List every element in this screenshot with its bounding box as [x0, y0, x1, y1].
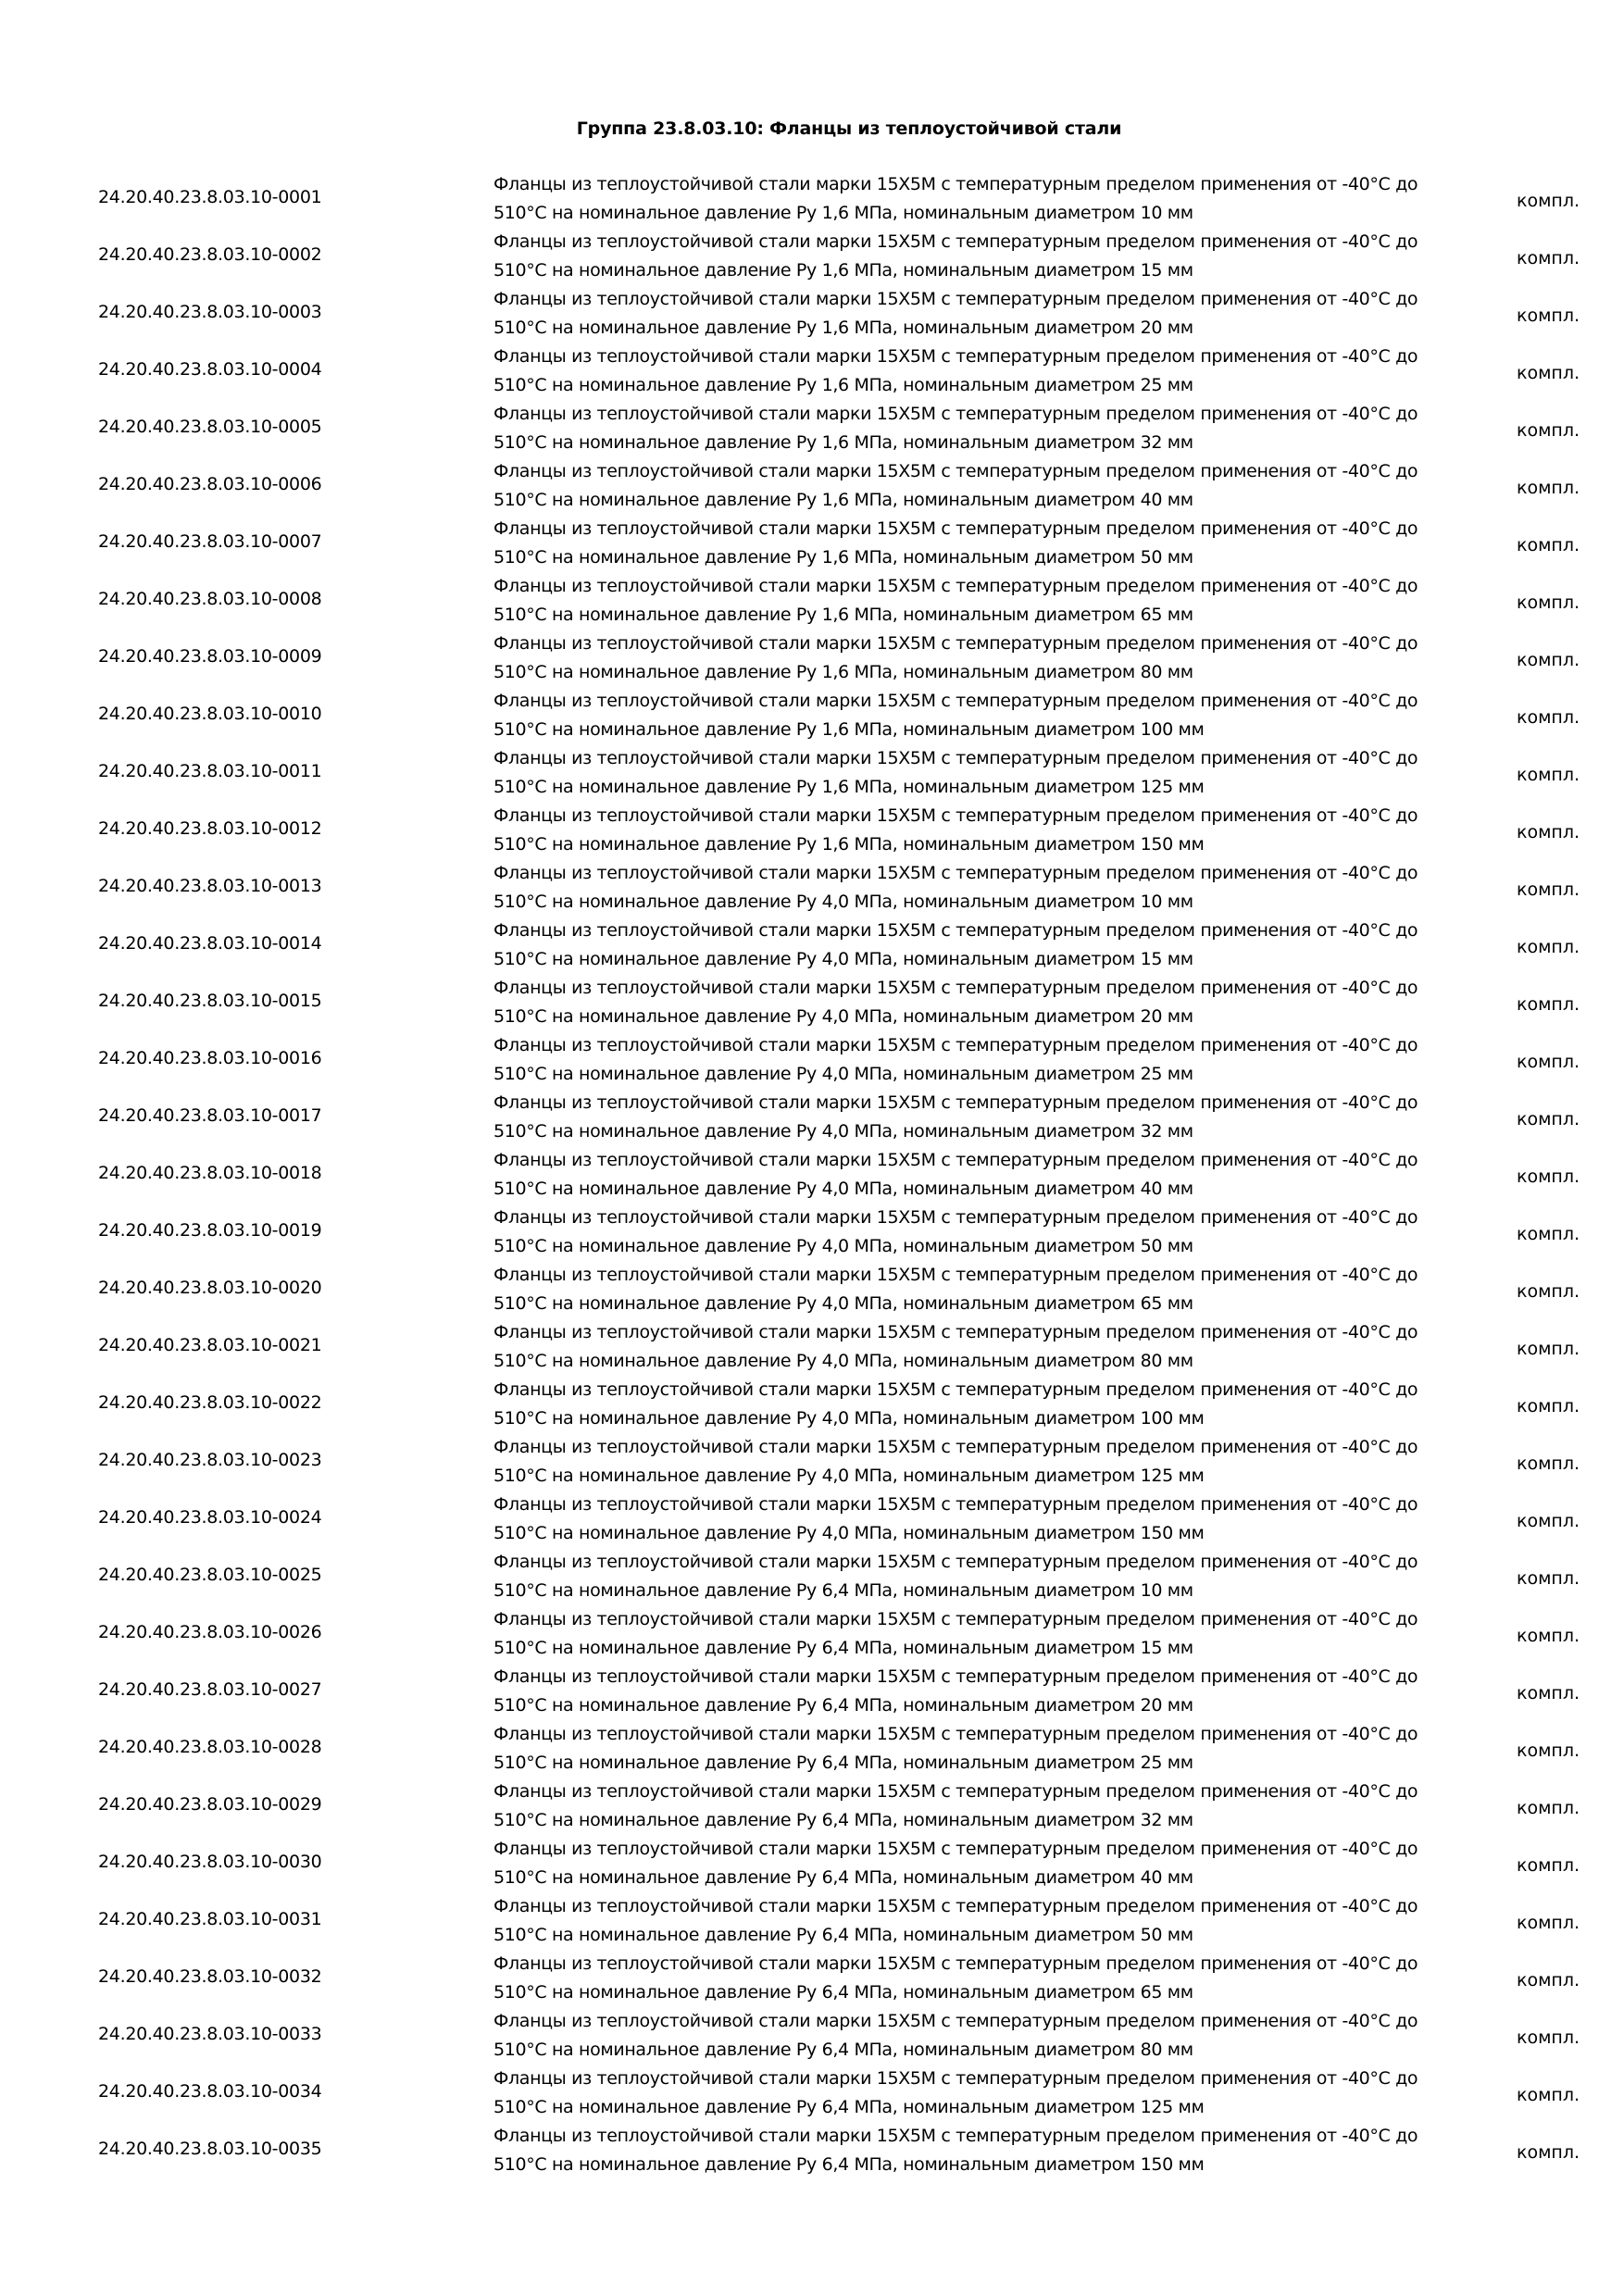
- item-description: [493, 1491, 1475, 1548]
- list-item: [0, 1035, 1624, 1092]
- item-description-line-1: Фланцы из теплоустойчивой стали марки 15Х5М с температурным пределом применения от -40°С до: [493, 1035, 1418, 1055]
- item-description-line-1: Фланцы из теплоустойчивой стали марки 15Х5М с температурным пределом применения от -40°С до: [493, 2126, 1418, 2146]
- item-description: [493, 1089, 1475, 1146]
- item-code: 24.20.40.23.8.03.10-0034: [98, 2081, 322, 2102]
- item-description-line-1: Фланцы из теплоустойчивой стали марки 15Х5М с температурным пределом применения от -40°С до: [493, 461, 1418, 481]
- item-description-line-2: 510°С на номинальное давление Ру 4,0 МПа, номинальным диаметром 32 мм: [493, 1121, 1193, 1142]
- item-description-line-2: 510°С на номинальное давление Ру 1,6 МПа, номинальным диаметром 15 мм: [493, 260, 1193, 281]
- list-item: [0, 1839, 1624, 1896]
- item-description-line-1: Фланцы из теплоустойчивой стали марки 15Х5М с температурным пределом применения от -40°С до: [493, 404, 1418, 424]
- item-description-line-2: 510°С на номинальное давление Ру 1,6 МПа, номинальным диаметром 100 мм: [493, 719, 1205, 740]
- item-code: 24.20.40.23.8.03.10-0029: [98, 1794, 322, 1815]
- item-code: 24.20.40.23.8.03.10-0009: [98, 646, 322, 667]
- list-item: [0, 231, 1624, 289]
- item-description: [493, 2122, 1475, 2179]
- item-description-line-1: Фланцы из теплоустойчивой стали марки 15Х5М с температурным пределом применения от -40°С до: [493, 1666, 1418, 1687]
- item-description-line-1: Фланцы из теплоустойчивой стали марки 15Х5М с температурным пределом применения от -40°С до: [493, 1609, 1418, 1629]
- item-description: [493, 228, 1475, 285]
- item-unit: компл.: [1517, 1626, 1580, 1646]
- item-description-line-2: 510°С на номинальное давление Ру 4,0 МПа, номинальным диаметром 100 мм: [493, 1408, 1205, 1429]
- item-description-line-2: 510°С на номинальное давление Ру 1,6 МПа, номинальным диаметром 32 мм: [493, 432, 1193, 453]
- item-description-line-2: 510°С на номинальное давление Ру 6,4 МПа, номинальным диаметром 125 мм: [493, 2097, 1205, 2117]
- item-description-line-1: Фланцы из теплоустойчивой стали марки 15Х5М с температурным пределом применения от -40°С до: [493, 518, 1418, 539]
- item-description-line-1: Фланцы из теплоустойчивой стали марки 15Х5М с температурным пределом применения от -40°С до: [493, 748, 1418, 768]
- item-description: [493, 1778, 1475, 1835]
- list-item: [0, 1781, 1624, 1839]
- item-description-line-1: Фланцы из теплоустойчивой стали марки 15Х5М с температурным пределом применения от -40°С до: [493, 1379, 1418, 1400]
- item-description-line-2: 510°С на номинальное давление Ру 4,0 МПа, номинальным диаметром 50 мм: [493, 1236, 1193, 1256]
- list-item: [0, 289, 1624, 346]
- item-code: 24.20.40.23.8.03.10-0011: [98, 761, 322, 781]
- list-item: [0, 863, 1624, 920]
- item-description-line-1: Фланцы из теплоустойчивой стали марки 15Х5М с температурным пределом применения от -40°С до: [493, 1092, 1418, 1113]
- item-description-line-1: Фланцы из теплоустойчивой стали марки 15Х5М с температурным пределом применения от -40°С до: [493, 805, 1418, 826]
- item-unit: компл.: [1517, 1052, 1580, 1072]
- item-description-line-2: 510°С на номинальное давление Ру 6,4 МПа, номинальным диаметром 50 мм: [493, 1925, 1193, 1945]
- item-code: 24.20.40.23.8.03.10-0017: [98, 1105, 322, 1126]
- item-description-line-2: 510°С на номинальное давление Ру 6,4 МПа, номинальным диаметром 40 мм: [493, 1867, 1193, 1888]
- list-item: [0, 1724, 1624, 1781]
- item-unit: компл.: [1517, 994, 1580, 1015]
- item-description-line-2: 510°С на номинальное давление Ру 4,0 МПа, номинальным диаметром 80 мм: [493, 1351, 1193, 1371]
- item-unit: компл.: [1517, 707, 1580, 728]
- item-unit: компл.: [1517, 535, 1580, 555]
- list-item: [0, 2126, 1624, 2183]
- item-unit: компл.: [1517, 1339, 1580, 1359]
- item-unit: компл.: [1517, 248, 1580, 268]
- item-unit: компл.: [1517, 880, 1580, 900]
- item-code: 24.20.40.23.8.03.10-0005: [98, 417, 322, 437]
- item-description: [493, 802, 1475, 859]
- list-item: [0, 1609, 1624, 1666]
- item-description: [493, 457, 1475, 515]
- item-description-line-1: Фланцы из теплоустойчивой стали марки 15Х5М с температурным пределом применения от -40°С до: [493, 289, 1418, 309]
- item-unit: компл.: [1517, 1511, 1580, 1531]
- item-unit: компл.: [1517, 650, 1580, 670]
- item-description-line-2: 510°С на номинальное давление Ру 4,0 МПа, номинальным диаметром 15 мм: [493, 949, 1193, 969]
- item-description-line-1: Фланцы из теплоустойчивой стали марки 15Х5М с температурным пределом применения от -40°С до: [493, 346, 1418, 367]
- item-description: [493, 1720, 1475, 1778]
- item-description-line-2: 510°С на номинальное давление Ру 6,4 МПа, номинальным диаметром 32 мм: [493, 1810, 1193, 1830]
- item-description: [493, 2007, 1475, 2065]
- item-unit: компл.: [1517, 822, 1580, 842]
- item-unit: компл.: [1517, 593, 1580, 613]
- item-unit: компл.: [1517, 2028, 1580, 2048]
- list-item: [0, 978, 1624, 1035]
- item-code: 24.20.40.23.8.03.10-0022: [98, 1392, 322, 1413]
- item-code: 24.20.40.23.8.03.10-0033: [98, 2024, 322, 2044]
- item-unit: компл.: [1517, 1913, 1580, 1933]
- item-unit: компл.: [1517, 1970, 1580, 1990]
- item-description-line-2: 510°С на номинальное давление Ру 4,0 МПа, номинальным диаметром 125 мм: [493, 1466, 1205, 1486]
- list-item: [0, 691, 1624, 748]
- list-item: [0, 1494, 1624, 1552]
- list-item: [0, 404, 1624, 461]
- item-code: 24.20.40.23.8.03.10-0003: [98, 302, 322, 322]
- list-item: [0, 1150, 1624, 1207]
- item-unit: компл.: [1517, 1798, 1580, 1818]
- item-code: 24.20.40.23.8.03.10-0031: [98, 1909, 322, 1929]
- item-description-line-2: 510°С на номинальное давление Ру 1,6 МПа, номинальным диаметром 50 мм: [493, 547, 1193, 568]
- item-description-line-2: 510°С на номинальное давление Ру 1,6 МПа, номинальным диаметром 150 мм: [493, 834, 1205, 855]
- item-code: 24.20.40.23.8.03.10-0032: [98, 1966, 322, 1987]
- item-description: [493, 630, 1475, 687]
- list-item: [0, 748, 1624, 805]
- list-item: [0, 1666, 1624, 1724]
- item-description: [493, 1318, 1475, 1376]
- item-unit: компл.: [1517, 2085, 1580, 2105]
- item-unit: компл.: [1517, 420, 1580, 441]
- list-item: [0, 461, 1624, 518]
- item-description: [493, 1031, 1475, 1089]
- list-item: [0, 1322, 1624, 1379]
- item-description-line-2: 510°С на номинальное давление Ру 4,0 МПа, номинальным диаметром 150 мм: [493, 1523, 1205, 1543]
- item-description-line-2: 510°С на номинальное давление Ру 4,0 МПа, номинальным диаметром 65 мм: [493, 1293, 1193, 1314]
- item-code: 24.20.40.23.8.03.10-0016: [98, 1048, 322, 1068]
- item-description: [493, 1204, 1475, 1261]
- item-code: 24.20.40.23.8.03.10-0019: [98, 1220, 322, 1241]
- item-description: [493, 974, 1475, 1031]
- item-description-line-1: Фланцы из теплоустойчивой стали марки 15Х5М с температурным пределом применения от -40°С до: [493, 978, 1418, 998]
- list-item: [0, 2011, 1624, 2068]
- item-description-line-2: 510°С на номинальное давление Ру 1,6 МПа, номинальным диаметром 65 мм: [493, 605, 1193, 625]
- item-description: [493, 1261, 1475, 1318]
- item-description: [493, 2065, 1475, 2122]
- item-description: [493, 859, 1475, 917]
- item-description-line-2: 510°С на номинальное давление Ру 4,0 МПа, номинальным диаметром 20 мм: [493, 1006, 1193, 1027]
- item-description-line-2: 510°С на номинальное давление Ру 1,6 МПа, номинальным диаметром 125 мм: [493, 777, 1205, 797]
- item-description-line-2: 510°С на номинальное давление Ру 6,4 МПа, номинальным диаметром 10 мм: [493, 1580, 1193, 1601]
- item-description-line-1: Фланцы из теплоустойчивой стали марки 15Х5М с температурным пределом применения от -40°С до: [493, 1839, 1418, 1859]
- item-description-line-1: Фланцы из теплоустойчивой стали марки 15Х5М с температурным пределом применения от -40°С до: [493, 2068, 1418, 2089]
- list-item: [0, 1953, 1624, 2011]
- item-description: [493, 1376, 1475, 1433]
- item-unit: компл.: [1517, 937, 1580, 957]
- item-description-line-1: Фланцы из теплоустойчивой стали марки 15Х5М с температурным пределом применения от -40°С до: [493, 2011, 1418, 2031]
- item-description-line-1: Фланцы из теплоустойчивой стали марки 15Х5М с температурным пределом применения от -40°С до: [493, 1207, 1418, 1228]
- item-code: 24.20.40.23.8.03.10-0025: [98, 1565, 322, 1585]
- item-code: 24.20.40.23.8.03.10-0027: [98, 1679, 322, 1700]
- list-item: [0, 346, 1624, 404]
- item-description: [493, 1548, 1475, 1605]
- item-unit: компл.: [1517, 765, 1580, 785]
- list-item: [0, 920, 1624, 978]
- item-code: 24.20.40.23.8.03.10-0013: [98, 876, 322, 896]
- item-code: 24.20.40.23.8.03.10-0026: [98, 1622, 322, 1642]
- item-description: [493, 170, 1475, 228]
- item-unit: компл.: [1517, 363, 1580, 383]
- item-description: [493, 1605, 1475, 1663]
- item-unit: компл.: [1517, 1281, 1580, 1302]
- item-description: [493, 744, 1475, 802]
- item-description-line-1: Фланцы из теплоустойчивой стали марки 15Х5М с температурным пределом применения от -40°С до: [493, 1552, 1418, 1572]
- item-code: 24.20.40.23.8.03.10-0030: [98, 1852, 322, 1872]
- item-description-line-1: Фланцы из теплоустойчивой стали марки 15Х5М с температурным пределом применения от -40°С до: [493, 1150, 1418, 1170]
- item-description: [493, 400, 1475, 457]
- item-code: 24.20.40.23.8.03.10-0024: [98, 1507, 322, 1528]
- item-code: 24.20.40.23.8.03.10-0023: [98, 1450, 322, 1470]
- item-description: [493, 1892, 1475, 1950]
- item-description: [493, 1663, 1475, 1720]
- item-description-line-1: Фланцы из теплоустойчивой стали марки 15Х5М с температурным пределом применения от -40°С до: [493, 174, 1418, 194]
- list-item: [0, 174, 1624, 231]
- item-description-line-1: Фланцы из теплоустойчивой стали марки 15Х5М с температурным пределом применения от -40°С до: [493, 1953, 1418, 1974]
- item-description-line-1: Фланцы из теплоустойчивой стали марки 15Х5М с температурным пределом применения от -40°С до: [493, 576, 1418, 596]
- group-title: Группа 23.8.03.10: Фланцы из теплоустойчивой стали: [576, 119, 1122, 139]
- item-unit: компл.: [1517, 1224, 1580, 1244]
- item-code: 24.20.40.23.8.03.10-0001: [98, 187, 322, 207]
- list-item: [0, 633, 1624, 691]
- list-item: [0, 2068, 1624, 2126]
- list-item: [0, 1265, 1624, 1322]
- list-item: [0, 1896, 1624, 1953]
- item-code: 24.20.40.23.8.03.10-0015: [98, 991, 322, 1011]
- item-description: [493, 1433, 1475, 1491]
- item-description: [493, 1146, 1475, 1204]
- item-description-line-2: 510°С на номинальное давление Ру 1,6 МПа, номинальным диаметром 10 мм: [493, 203, 1193, 223]
- item-unit: компл.: [1517, 478, 1580, 498]
- item-unit: компл.: [1517, 1454, 1580, 1474]
- item-description-line-1: Фланцы из теплоустойчивой стали марки 15Х5М с температурным пределом применения от -40°С до: [493, 633, 1418, 654]
- item-code: 24.20.40.23.8.03.10-0018: [98, 1163, 322, 1183]
- item-description-line-1: Фланцы из теплоустойчивой стали марки 15Х5М с температурным пределом применения от -40°С до: [493, 1437, 1418, 1457]
- item-description-line-1: Фланцы из теплоустойчивой стали марки 15Х5М с температурным пределом применения от -40°С до: [493, 1494, 1418, 1515]
- list-item: [0, 1379, 1624, 1437]
- item-code: 24.20.40.23.8.03.10-0006: [98, 474, 322, 494]
- item-unit: компл.: [1517, 1741, 1580, 1761]
- item-description: [493, 1950, 1475, 2007]
- item-description-line-2: 510°С на номинальное давление Ру 4,0 МПа, номинальным диаметром 40 мм: [493, 1179, 1193, 1199]
- item-code: 24.20.40.23.8.03.10-0002: [98, 244, 322, 265]
- item-code: 24.20.40.23.8.03.10-0021: [98, 1335, 322, 1355]
- item-description-line-2: 510°С на номинальное давление Ру 6,4 МПа, номинальным диаметром 20 мм: [493, 1695, 1193, 1716]
- item-description: [493, 343, 1475, 400]
- item-description-line-2: 510°С на номинальное давление Ру 1,6 МПа, номинальным диаметром 40 мм: [493, 490, 1193, 510]
- item-description-line-1: Фланцы из теплоустойчивой стали марки 15Х5М с температурным пределом применения от -40°С до: [493, 1781, 1418, 1802]
- item-description-line-1: Фланцы из теплоустойчивой стали марки 15Х5М с температурным пределом применения от -40°С до: [493, 231, 1418, 252]
- item-unit: компл.: [1517, 1683, 1580, 1703]
- item-code: 24.20.40.23.8.03.10-0012: [98, 818, 322, 839]
- item-code: 24.20.40.23.8.03.10-0028: [98, 1737, 322, 1757]
- item-description: [493, 687, 1475, 744]
- item-description-line-2: 510°С на номинальное давление Ру 4,0 МПа, номинальным диаметром 10 мм: [493, 892, 1193, 912]
- item-code: 24.20.40.23.8.03.10-0010: [98, 704, 322, 724]
- item-description: [493, 285, 1475, 343]
- list-item: [0, 1437, 1624, 1494]
- item-description-line-1: Фланцы из теплоустойчивой стали марки 15Х5М с температурным пределом применения от -40°С до: [493, 920, 1418, 941]
- item-description-line-1: Фланцы из теплоустойчивой стали марки 15Х5М с температурным пределом применения от -40°С до: [493, 863, 1418, 883]
- item-description-line-1: Фланцы из теплоустойчивой стали марки 15Х5М с температурным пределом применения от -40°С до: [493, 1724, 1418, 1744]
- item-list: [0, 174, 1624, 2183]
- list-item: [0, 1552, 1624, 1609]
- item-unit: компл.: [1517, 1109, 1580, 1129]
- item-description-line-1: Фланцы из теплоустойчивой стали марки 15Х5М с температурным пределом применения от -40°С до: [493, 1896, 1418, 1916]
- item-unit: компл.: [1517, 306, 1580, 326]
- item-description-line-2: 510°С на номинальное давление Ру 1,6 МПа, номинальным диаметром 20 мм: [493, 318, 1193, 338]
- item-description-line-1: Фланцы из теплоустойчивой стали марки 15Х5М с температурным пределом применения от -40°С до: [493, 691, 1418, 711]
- list-item: [0, 805, 1624, 863]
- item-description-line-2: 510°С на номинальное давление Ру 6,4 МПа, номинальным диаметром 150 мм: [493, 2154, 1205, 2175]
- list-item: [0, 1092, 1624, 1150]
- item-unit: компл.: [1517, 1396, 1580, 1416]
- item-description-line-2: 510°С на номинальное давление Ру 6,4 МПа, номинальным диаметром 65 мм: [493, 1982, 1193, 2003]
- item-description-line-2: 510°С на номинальное давление Ру 1,6 МПа, номинальным диаметром 25 мм: [493, 375, 1193, 395]
- item-description-line-2: 510°С на номинальное давление Ру 4,0 МПа, номинальным диаметром 25 мм: [493, 1064, 1193, 1084]
- list-item: [0, 518, 1624, 576]
- item-description-line-2: 510°С на номинальное давление Ру 6,4 МПа, номинальным диаметром 25 мм: [493, 1753, 1193, 1773]
- item-unit: компл.: [1517, 1855, 1580, 1876]
- item-description: [493, 1835, 1475, 1892]
- item-unit: компл.: [1517, 1568, 1580, 1589]
- item-code: 24.20.40.23.8.03.10-0020: [98, 1278, 322, 1298]
- item-description: [493, 917, 1475, 974]
- item-description-line-2: 510°С на номинальное давление Ру 6,4 МПа, номинальным диаметром 15 мм: [493, 1638, 1193, 1658]
- item-unit: компл.: [1517, 191, 1580, 211]
- item-description: [493, 515, 1475, 572]
- item-unit: компл.: [1517, 1167, 1580, 1187]
- item-unit: компл.: [1517, 2142, 1580, 2163]
- item-description-line-2: 510°С на номинальное давление Ру 1,6 МПа, номинальным диаметром 80 мм: [493, 662, 1193, 682]
- item-code: 24.20.40.23.8.03.10-0008: [98, 589, 322, 609]
- list-item: [0, 1207, 1624, 1265]
- list-item: [0, 576, 1624, 633]
- item-description-line-1: Фланцы из теплоустойчивой стали марки 15Х5М с температурным пределом применения от -40°С до: [493, 1322, 1418, 1342]
- item-description: [493, 572, 1475, 630]
- item-description-line-1: Фланцы из теплоустойчивой стали марки 15Х5М с температурным пределом применения от -40°С до: [493, 1265, 1418, 1285]
- item-code: 24.20.40.23.8.03.10-0004: [98, 359, 322, 380]
- item-code: 24.20.40.23.8.03.10-0035: [98, 2139, 322, 2159]
- item-code: 24.20.40.23.8.03.10-0007: [98, 531, 322, 552]
- item-description-line-2: 510°С на номинальное давление Ру 6,4 МПа, номинальным диаметром 80 мм: [493, 2040, 1193, 2060]
- item-code: 24.20.40.23.8.03.10-0014: [98, 933, 322, 954]
